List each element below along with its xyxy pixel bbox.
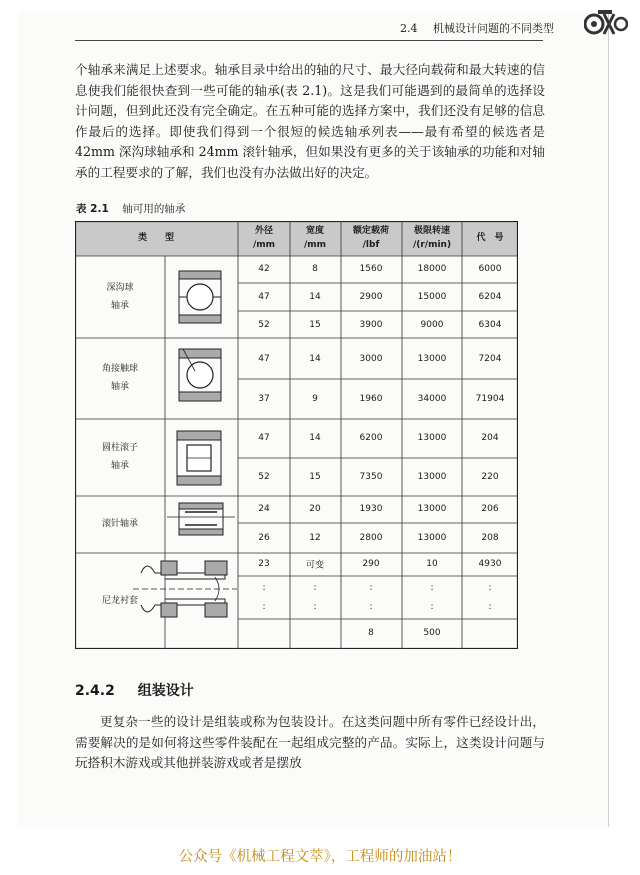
cell-outer: 24 [258, 504, 270, 514]
cylindrical-roller-bearing-drawing [177, 431, 221, 485]
cell-load: : [369, 583, 373, 593]
type-deep-groove: 深沟球 轴承 [106, 283, 134, 311]
cell-outer: 47 [258, 354, 270, 364]
cell-speed: 13000 [417, 504, 447, 514]
table-caption-title: 轴可用的轴承 [122, 203, 186, 215]
section-number: 2.4.2 [75, 683, 115, 699]
cell-width: 14 [309, 292, 321, 302]
cell-outer: 42 [258, 264, 270, 274]
cell-speed: 13000 [417, 472, 447, 482]
cell-code: 206 [481, 504, 499, 514]
cell-code: 204 [481, 433, 499, 443]
cell-speed: 500 [423, 628, 441, 638]
paragraph: 个轴承来满足上述要求。轴承目录中给出的轴的尺寸、最大径向载荷和最大转速的信息使我们能很快查到一些可能的轴承(表 2.1)。这是我们可能遇到的最简单的选择设计问题，但到此还没有完全确定。在五种可能的选择方案中，我们还没有足够的信息作最后的选择。即使我们得到一个很短的候选轴承列表——最有希望的候选者是 42mm 深沟球轴承和 24mm 滚针轴承，但如果没有更多的关于该轴承的功能和对轴承的工程要求的了解，我们也没有办法做出好的决定。 [75, 62, 545, 180]
header-max-speed: 极限转速 /(r/min) [412, 226, 452, 250]
section-title: 组装设计 [137, 683, 194, 699]
cell-speed: : [430, 602, 434, 612]
needle-bearing-drawing [167, 503, 235, 535]
cell-outer: : [262, 602, 266, 612]
type-needle: 滚针轴承 [101, 519, 139, 529]
cell-outer: 37 [258, 394, 270, 404]
cell-width: 14 [309, 433, 321, 443]
type-cylindrical-roller: 圆柱滚子 轴承 [101, 443, 139, 471]
cell-width: 可变 [305, 560, 325, 571]
cell-width: 20 [309, 504, 321, 514]
cell-load: 6200 [359, 433, 383, 443]
running-header [400, 20, 554, 36]
header-section-title: 机械设计问题的不同类型 [433, 22, 554, 35]
cell-width: : [313, 602, 317, 612]
cell-speed: 18000 [417, 264, 447, 274]
cell-speed: 13000 [417, 433, 447, 443]
cell-code: 6204 [478, 292, 502, 302]
header-rule [75, 40, 543, 41]
cell-load: 1960 [359, 394, 383, 404]
cell-outer: 52 [258, 320, 270, 330]
type-nylon-bushing: 尼龙衬套 [101, 596, 139, 606]
cell-outer: : [262, 583, 266, 593]
header-rated-load: 额定载荷 /lbf [352, 226, 390, 250]
header-outer-diameter: 外径 /mm [252, 226, 276, 250]
cell-load: 3000 [359, 354, 383, 364]
cell-speed: 13000 [417, 533, 447, 543]
cell-outer: 52 [258, 472, 270, 482]
cell-outer: 26 [258, 533, 270, 543]
header-width: 宽度 /mm [303, 226, 327, 250]
cell-code: 6000 [478, 264, 502, 274]
cell-width: 15 [309, 472, 321, 482]
table-grid [75, 221, 518, 649]
cell-width: 12 [309, 533, 321, 543]
angular-contact-bearing-drawing [179, 349, 221, 401]
cell-width: 8 [312, 264, 318, 274]
cell-code: 71904 [475, 394, 505, 404]
cell-width: 15 [309, 320, 321, 330]
cell-width: 9 [312, 394, 318, 404]
cell-load: 290 [362, 559, 380, 569]
cell-load: 3900 [359, 320, 383, 330]
publisher-logo-icon [584, 8, 628, 36]
cell-load: 8 [368, 628, 374, 638]
cell-width: 14 [309, 354, 321, 364]
cell-outer: 47 [258, 433, 270, 443]
cell-load: 7350 [359, 472, 383, 482]
cell-load: 1560 [359, 264, 383, 274]
cell-code: 7204 [478, 354, 502, 364]
header-code: 代 号 [476, 233, 504, 243]
cell-code: 4930 [478, 559, 502, 569]
cell-speed: 34000 [417, 394, 447, 404]
paragraph: 更复杂一些的设计是组装或称为包装设计。在这类问题中所有零件已经设计出，需要解决的是如何将这些零件装配在一起组成完整的产品。实际上，这类设计问题与玩搭积木游戏或其他拼装游戏或者是摆放 [75, 714, 545, 771]
cell-speed: 9000 [420, 320, 444, 330]
cell-code: 208 [481, 533, 499, 543]
table-caption [76, 201, 185, 216]
cell-load: 1930 [359, 504, 383, 514]
cell-load: 2900 [359, 292, 383, 302]
footer-banner: 公众号《机械工程文萃》，工程师的加油站！ [178, 849, 462, 865]
cell-load: 2800 [359, 533, 383, 543]
header-section-number: 2.4 [400, 22, 418, 35]
nylon-bushing-drawing [133, 561, 237, 617]
bearing-table [75, 221, 518, 649]
header-type: 类 型 [137, 233, 175, 243]
cell-code: 6304 [478, 320, 502, 330]
cell-outer: 23 [258, 559, 270, 569]
cell-code: : [488, 602, 492, 612]
table-caption-number: 表 2.1 [76, 203, 109, 215]
cell-load: : [369, 602, 373, 612]
deep-groove-bearing-drawing [179, 271, 221, 323]
cell-code: 220 [481, 472, 499, 482]
cell-speed: : [430, 583, 434, 593]
section-heading [75, 680, 194, 700]
cell-speed: 13000 [417, 354, 447, 364]
cell-outer: 47 [258, 292, 270, 302]
cell-speed: 10 [426, 559, 438, 569]
type-angular-contact: 角接触球 轴承 [101, 364, 139, 392]
cell-code: : [488, 583, 492, 593]
cell-speed: 15000 [417, 292, 447, 302]
cell-width: : [313, 583, 317, 593]
